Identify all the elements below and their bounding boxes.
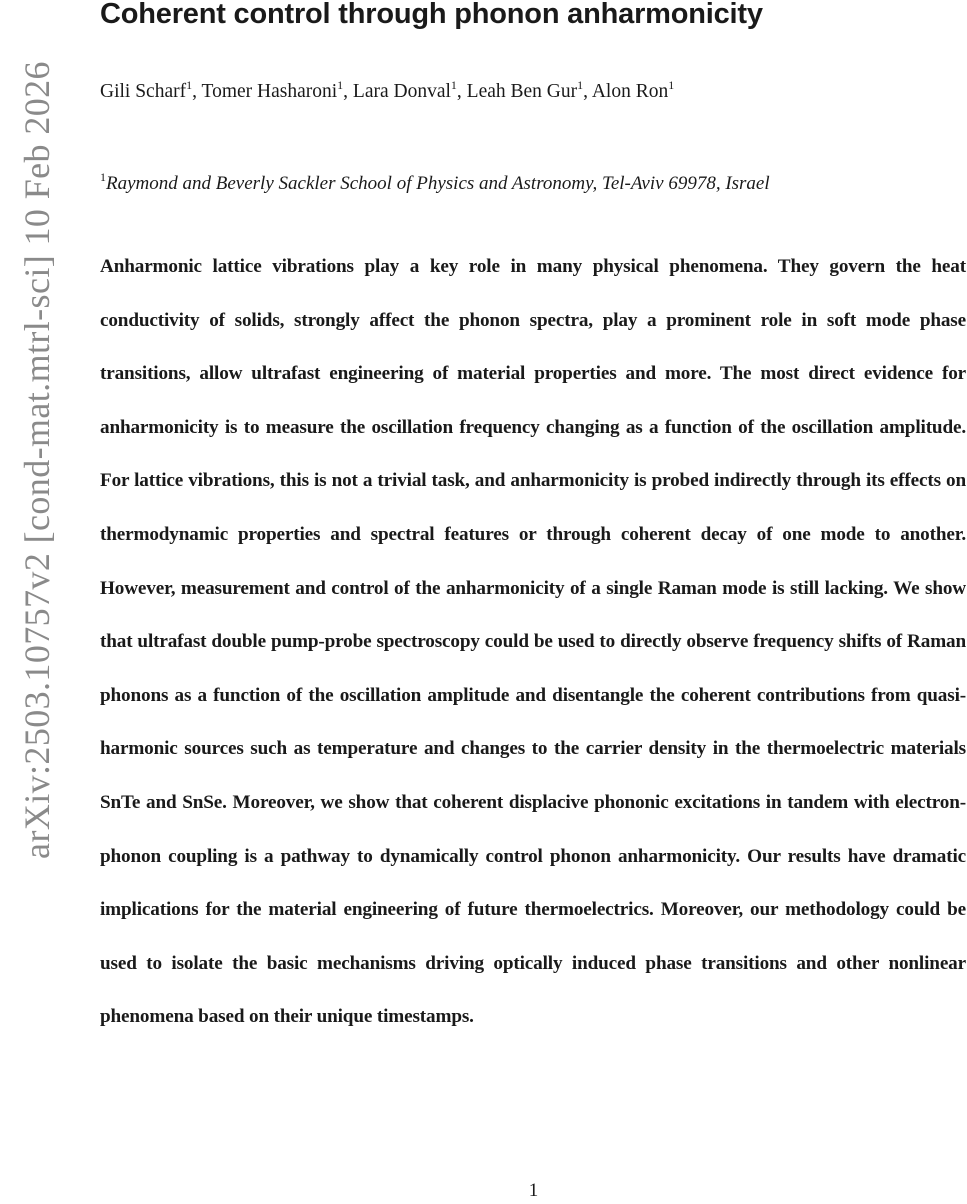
affiliation-marker: 1 bbox=[577, 78, 584, 92]
author: Lara Donval$^1$, bbox=[352, 78, 467, 102]
affiliation-marker: 1 bbox=[337, 78, 344, 92]
author: Tomer Hasharoni$^1$, bbox=[201, 78, 353, 102]
affiliation bbox=[100, 171, 770, 198]
page-number: 1 bbox=[528, 1180, 539, 1201]
abstract: Anharmonic lattice vibrations play a key role in many physical phenomena. They govern the heat conductivity of solids, strongly affect the phonon spectra, play a prominent role in soft mode phase transitions, allow ultrafast engineering of material properties and more. The most direct evidence for anharmonicity is to measure the oscillation frequency changing as a function of the oscillation amplitude. For lattice vibrations, this is not a trivial task, and anharmonicity is probed indirectly through its effects on thermodynamic properties and spectral features or through coherent decay of one mode to another. However, measurement and control of the anharmonicity of a single Raman mode is still lacking. We show that ultrafast double pump-probe spectroscopy could be used to directly observe frequency shifts of Raman phonons as a function of the oscillation amplitude and disentangle the coherent contributions from quasi-harmonic sources such as temperature and changes to the carrier density in the thermoelectric materials SnTe and SnSe. Moreover, we show that coherent displacive phononic excitations in tandem with electron-phonon coupling is a pathway to dynamically control phonon anharmonicity. Our results have dramatic implications for the material engineering of future thermoelectrics. Moreover, our methodology could be used to isolate the basic mechanisms driving optically induced phase transitions and other nonlinear phenomena based on their unique timestamps. bbox=[100, 256, 966, 1028]
author: Alon Ron$^1$ bbox=[591, 78, 675, 102]
author-list bbox=[100, 79, 674, 106]
affiliation-marker: 1 bbox=[668, 78, 675, 92]
affiliation-marker: 1 bbox=[450, 78, 457, 92]
author: Leah Ben Gur$^1$, bbox=[466, 78, 592, 102]
arxiv-stamp: arXiv:2503.10757v2 [cond-mat.mtrl-sci] 10 Feb 2026 bbox=[17, 61, 57, 859]
affiliation-marker: 1 bbox=[100, 170, 106, 184]
affiliation-text: Raymond and Beverly Sackler School of Physics and Astronomy, Tel-Aviv 69978, Israel bbox=[106, 173, 770, 194]
affiliation-marker: 1 bbox=[186, 78, 193, 92]
author: Gili Scharf$^1$, bbox=[100, 78, 202, 102]
paper-title: Coherent control through phonon anharmonicity bbox=[100, 0, 763, 30]
